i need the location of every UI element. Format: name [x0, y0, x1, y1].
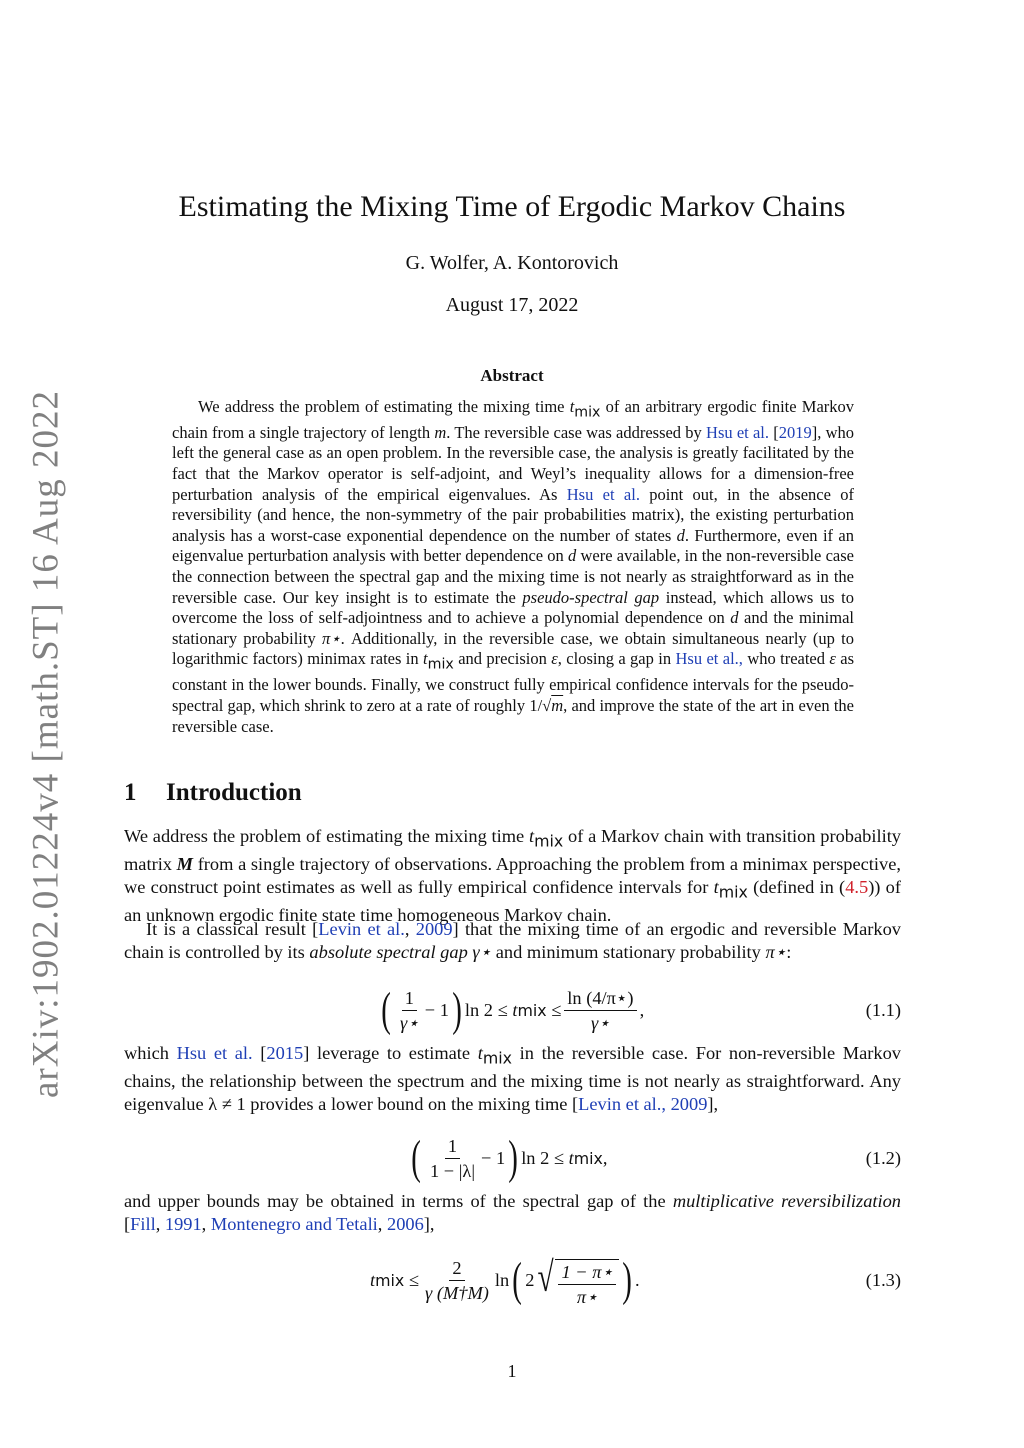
citation-montenegro-year-link[interactable]: 2006	[387, 1214, 424, 1235]
intro-paragraph-1: We address the problem of estimating the mixing time $t_{mix}$ of a Markov chain with transition probability matrix M from a single trajectory of observations. Approaching the problem from a minimax perspective, we construct point estimates as well as fully empirical confidence intervals for $t_{mix}$ (defined in (4.5)) of an unknown ergodic finite state time homogeneous Markov chain.	[124, 826, 901, 925]
arxiv-side-label: arXiv:1902.01224v4 [math.ST] 16 Aug 2022	[25, 389, 67, 1099]
equation-1-1: ( $\frac{1}{\gamma⋆}$ − 1 ) ln 2 ≤ t mix ≤ $\frac{\ln (4/\pi⋆)}{\gamma⋆}$ , (1.1)	[124, 980, 901, 1040]
citation-levin-year-link-2[interactable]: 2009	[670, 1094, 708, 1115]
citation-levin-link[interactable]: Levin et al.	[318, 919, 405, 939]
citation-hsu-link-3[interactable]: Hsu et al.,	[675, 649, 743, 669]
citation-fill-year-link[interactable]: 1991	[164, 1214, 202, 1235]
citation-hsu-link-2[interactable]: Hsu et al.	[566, 484, 640, 504]
citation-hsu-link[interactable]: Hsu et al.	[706, 422, 770, 442]
page-number: 1	[507, 1361, 517, 1381]
abstract-body: We address the problem of estimating the mixing time $t_{mix}$ of an arbitrary ergodic finite Markov chain from a single trajectory of length m. The reversible case was addressed by Hsu et al. [2019], who left the general case as an open problem. In the reversible case, the analysis is greatly facilitated by the fact that the Markov operator is self-adjoint, and Weyl’s inequality allows for a dimension-free perturbation analysis of the empirical eigenvalues. As Hsu et al. point out, in the absence of reversibility (and hence, the non-symmetry of the pair probabilities matrix), the existing perturbation analysis has a worst-case exponential dependence on the number of states d. Furthermore, even if an eigenvalue perturbation analysis with better dependence on d were available, in the non-reversible case the connection between the spectral gap and the mixing time is not nearly as straightforward as in the reversible case. Our key insight is to estimate the pseudo-spectral gap instead, which allows us to overcome the loss of self-adjointness and to achieve a polynomial dependence on d and the minimal stationary probability π⋆. Additionally, in the reversible case, we obtain simultaneous nearly (up to logarithmic factors) minimax rates in $t_{mix}$ and precision ε, closing a gap in Hsu et al., who treated ε as constant in the lower bounds. Finally, we construct fully empirical confidence intervals for the pseudo-spectral gap, which shrink to zero at a rate of roughly 1/√m, and improve the state of the art in even the reversible case.	[172, 397, 855, 736]
intro-paragraph-3: which Hsu et al. [2015] leverage to estimate $t_{mix}$ in the reversible case. For non-reversible Markov chains, the relationship between the spectrum and the mixing time is not nearly as straightforward. Any eigenvalue λ ≠ 1 provides a lower bound on the mixing time [Levin et al., 2009],	[124, 1043, 901, 1115]
paper-authors: G. Wolfer, A. Kontorovich	[405, 252, 619, 274]
equation-label-1-1: (1.1)	[865, 999, 901, 1020]
equation-1-2: ( $\frac{1}{1 - |\lambda|}$ − 1 ) ln 2 ≤ t mix , (1.2)	[124, 1128, 901, 1188]
equation-ref-4-5[interactable]: 4.5	[845, 877, 869, 898]
citation-hsu-2015-year-link[interactable]: 2015	[266, 1043, 304, 1063]
equation-label-1-3: (1.3)	[865, 1269, 901, 1290]
citation-hsu-year-link[interactable]: 2019	[778, 422, 812, 442]
equation-label-1-2: (1.2)	[865, 1147, 901, 1168]
intro-paragraph-2: It is a classical result [Levin et al., 2009] that the mixing time of an ergodic and reversible Markov chain is controlled by its absolute spectral gap γ⋆ and minimum stationary probability π⋆:	[124, 919, 901, 963]
citation-levin-year-link[interactable]: 2009	[415, 919, 453, 939]
citation-hsu-2015-link[interactable]: Hsu et al.	[176, 1043, 253, 1063]
intro-paragraph-4: and upper bounds may be obtained in terms of the spectral gap of the multiplicative reversibilization [Fill, 1991, Montenegro and Tetali, 2006],	[124, 1191, 901, 1235]
citation-levin-link-2[interactable]: Levin et al.,	[578, 1094, 666, 1115]
citation-montenegro-link[interactable]: Montenegro and Tetali	[210, 1214, 378, 1235]
paper-title: Estimating the Mixing Time of Ergodic Markov Chains	[178, 190, 846, 223]
equation-1-3: t mix ≤ $\frac{2}{\gamma (M\dagger M)}$ ln ( 2 √ $\frac{1 - \pi⋆}{\pi⋆}$ ) . (1.3)	[124, 1250, 901, 1310]
citation-fill-link[interactable]: Fill	[130, 1214, 156, 1235]
abstract-heading: Abstract	[480, 366, 544, 385]
paper-date: August 17, 2022	[445, 294, 579, 316]
section-heading-introduction: 1 Introduction	[124, 779, 302, 806]
